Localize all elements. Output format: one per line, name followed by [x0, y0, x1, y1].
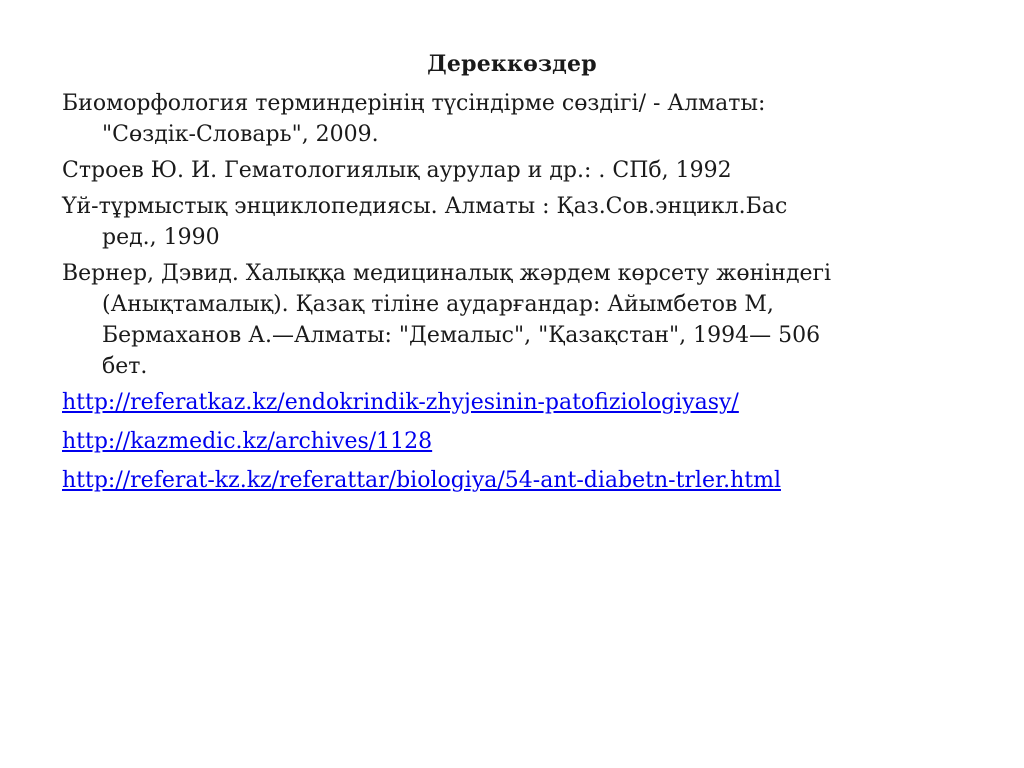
reference-line: Үй-тұрмыстық энциклопедиясы. Алматы : Қаз.Сов.энцикл.Бас	[62, 194, 788, 219]
reference-line: (Анықтамалық). Қазақ тіліне аударғандар: Айымбетов М,	[102, 292, 774, 317]
reference-line: Бермаханов А.—Алматы: "Демалыс", "Қазақстан", 1994— 506	[102, 323, 821, 348]
reference-line: Биоморфология терминдерінің түсіндірме сөздігі/ - Алматы:	[62, 91, 766, 116]
reference-line: бет.	[102, 354, 148, 379]
reference-line: ред., 1990	[102, 225, 220, 250]
reference-link[interactable]: http://referatkaz.kz/endokrindik-zhyjesinin-patofiziologiyasy/	[62, 390, 739, 415]
page-title: Дереккөздер	[427, 51, 597, 77]
reference-link[interactable]: http://kazmedic.kz/archives/1128	[62, 429, 433, 454]
reference-line: Строев Ю. И. Гематологиялық аурулар и др.: . СПб, 1992	[62, 158, 732, 183]
reference-item	[62, 155, 962, 186]
reference-item	[62, 88, 962, 150]
reference-list	[62, 88, 962, 504]
reference-item	[62, 258, 962, 382]
reference-line: Вернер, Дэвид. Халыққа медициналық жәрдем көрсету жөніндегі	[62, 261, 832, 286]
reference-item	[62, 191, 962, 253]
reference-link[interactable]: http://referat-kz.kz/referattar/biologiya/54-ant-diabetn-trler.html	[62, 468, 781, 493]
reference-line: "Сөздік-Словарь", 2009.	[102, 122, 379, 147]
